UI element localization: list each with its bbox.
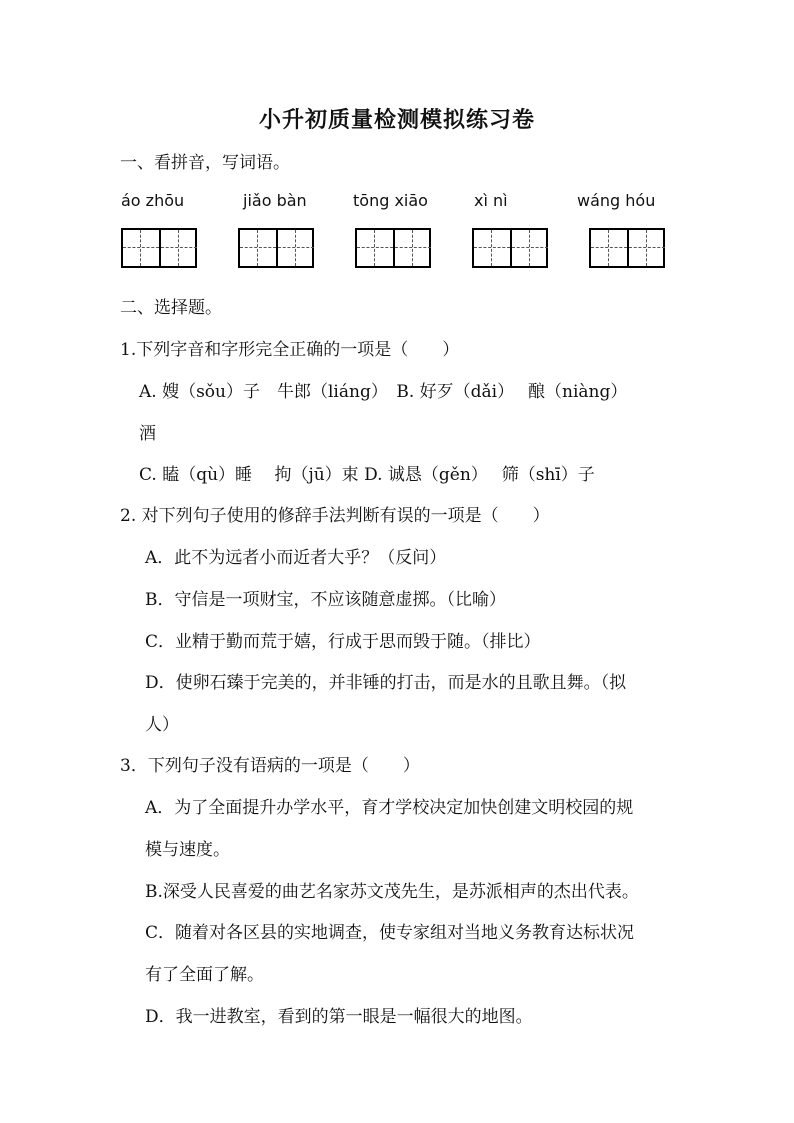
- q2-option-c: C．业精于勤而荒于嬉，行成于思而毁于随。（排比）: [145, 632, 541, 652]
- writing-grid-4[interactable]: [472, 228, 548, 268]
- q3-option-c-line2: 有了全面了解。: [145, 965, 264, 985]
- q1-options-line3: C. 瞌（qù）睡 拘（jū）束 D. 诚恳（gěn） 筛（shī）子: [139, 465, 595, 485]
- page-title: 小升初质量检测模拟练习卷: [258, 107, 535, 133]
- writing-grid-5[interactable]: [589, 228, 665, 268]
- q1-options-line1: A. 嫂（sǒu）子 牛郎（liáng） B. 好歹（dǎi） 酿（niàng）: [139, 382, 628, 402]
- q3-option-a-line1: A．为了全面提升办学水平，育才学校决定加快创建文明校园的规: [145, 798, 634, 818]
- pinyin-4: xì nì: [474, 191, 508, 210]
- q3-option-d: D．我一进教室，看到的第一眼是一幅很大的地图。: [145, 1007, 533, 1027]
- section2-heading: 二、选择题。: [120, 298, 222, 318]
- q3-option-b: B.深受人民喜爱的曲艺名家苏文茂先生，是苏派相声的杰出代表。: [145, 882, 639, 902]
- pinyin-2: jiǎo bàn: [243, 191, 307, 210]
- q2-option-d-line1: D．使卵石臻于完美的，并非锤的打击，而是水的且歌且舞。（拟: [145, 673, 627, 693]
- q2-stem: 2. 对下列句子使用的修辞手法判断有误的一项是（ ）: [120, 506, 550, 526]
- pinyin-1: áo zhōu: [121, 191, 185, 210]
- q1-stem: 1.下列字音和字形完全正确的一项是（ ）: [120, 340, 460, 360]
- q3-stem: 3．下列句子没有语病的一项是（ ）: [120, 756, 420, 776]
- q2-option-b: B．守信是一项财宝，不应该随意虚掷。（比喻）: [145, 590, 506, 610]
- q3-option-c-line1: C．随着对各区县的实地调查，使专家组对当地义务教育达标状况: [145, 923, 635, 943]
- q3-option-a-line2: 模与速度。: [145, 840, 230, 860]
- pinyin-3: tōng xiāo: [353, 191, 428, 210]
- section1-heading: 一、看拼音，写词语。: [120, 153, 290, 173]
- pinyin-5: wáng hóu: [577, 191, 656, 210]
- writing-grid-3[interactable]: [355, 228, 431, 268]
- q2-option-a: A．此不为远者小而近者大乎？（反问）: [145, 548, 447, 568]
- q2-option-d-line2: 人）: [145, 715, 179, 735]
- writing-grid-1[interactable]: [121, 228, 197, 268]
- writing-grid-2[interactable]: [238, 228, 314, 268]
- q1-options-line2: 酒: [139, 424, 156, 444]
